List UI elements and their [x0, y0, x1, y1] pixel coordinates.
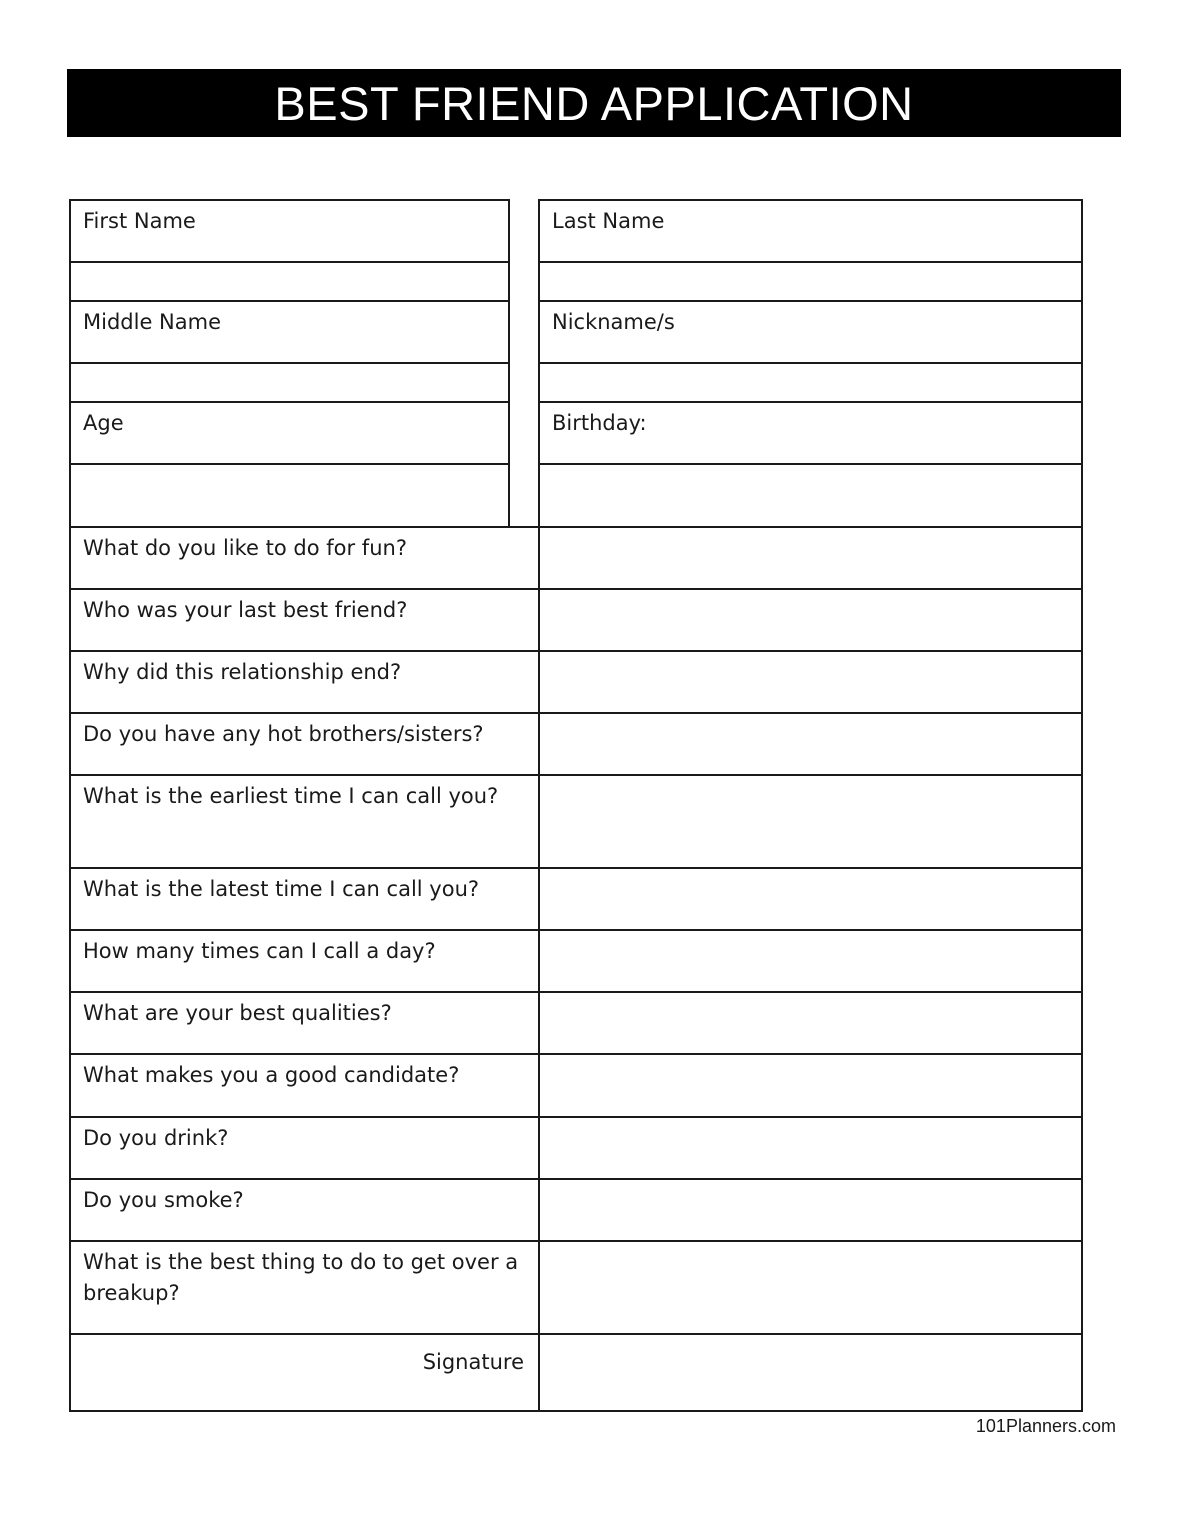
birthday-label: Birthday:	[552, 411, 647, 435]
answer-field[interactable]	[540, 1180, 1081, 1240]
table-rule	[538, 199, 1083, 201]
question-label: Do you smoke?	[83, 1188, 244, 1212]
answer-field[interactable]	[540, 1242, 1081, 1333]
table-border-right	[1081, 526, 1083, 1412]
table-border-left	[69, 526, 71, 1412]
middle-name-label: Middle Name	[83, 310, 221, 334]
answer-field[interactable]	[540, 590, 1081, 650]
answer-field[interactable]	[540, 931, 1081, 991]
question-label: Do you drink?	[83, 1126, 229, 1150]
footer-website: 101Planners.com	[975, 1416, 1116, 1436]
question-label: What makes you a good candidate?	[83, 1063, 460, 1087]
question-label: Who was your last best friend?	[83, 598, 408, 622]
question-label: What is the best thing to do to get over a breakup?	[83, 1250, 519, 1305]
answer-field[interactable]	[540, 869, 1081, 929]
table-rule	[538, 401, 1083, 403]
age-field[interactable]	[71, 465, 508, 526]
table-rule	[69, 401, 510, 403]
question-label: Do you have any hot brothers/sisters?	[83, 722, 484, 746]
first-name-field[interactable]	[71, 263, 508, 300]
question-label: What is the earliest time I can call you?	[83, 784, 499, 808]
nickname-label: Nickname/s	[552, 310, 675, 334]
question-label: What is the latest time I can call you?	[83, 877, 480, 901]
last-name-field[interactable]	[540, 263, 1081, 300]
question-label: Why did this relationship end?	[83, 660, 402, 684]
table-rule	[69, 199, 510, 201]
page-title: BEST FRIEND APPLICATION	[67, 69, 1121, 137]
answer-field[interactable]	[540, 1118, 1081, 1178]
answer-field[interactable]	[540, 776, 1081, 867]
answer-field[interactable]	[540, 1055, 1081, 1116]
age-label: Age	[83, 411, 124, 435]
table-rule	[69, 300, 510, 302]
question-label: What are your best qualities?	[83, 1001, 392, 1025]
question-label: What do you like to do for fun?	[83, 536, 407, 560]
signature-label: Signature	[422, 1350, 524, 1374]
nickname-field[interactable]	[540, 364, 1081, 401]
table-rule	[538, 300, 1083, 302]
answer-field[interactable]	[540, 528, 1081, 588]
last-name-label: Last Name	[552, 209, 665, 233]
question-label: How many times can I call a day?	[83, 939, 436, 963]
answer-field[interactable]	[540, 714, 1081, 774]
signature-field[interactable]	[540, 1335, 1081, 1410]
table-rule	[69, 1410, 1083, 1412]
answer-field[interactable]	[540, 652, 1081, 712]
answer-field[interactable]	[540, 993, 1081, 1053]
first-name-label: First Name	[83, 209, 196, 233]
middle-name-field[interactable]	[71, 364, 508, 401]
birthday-field[interactable]	[540, 465, 1081, 526]
